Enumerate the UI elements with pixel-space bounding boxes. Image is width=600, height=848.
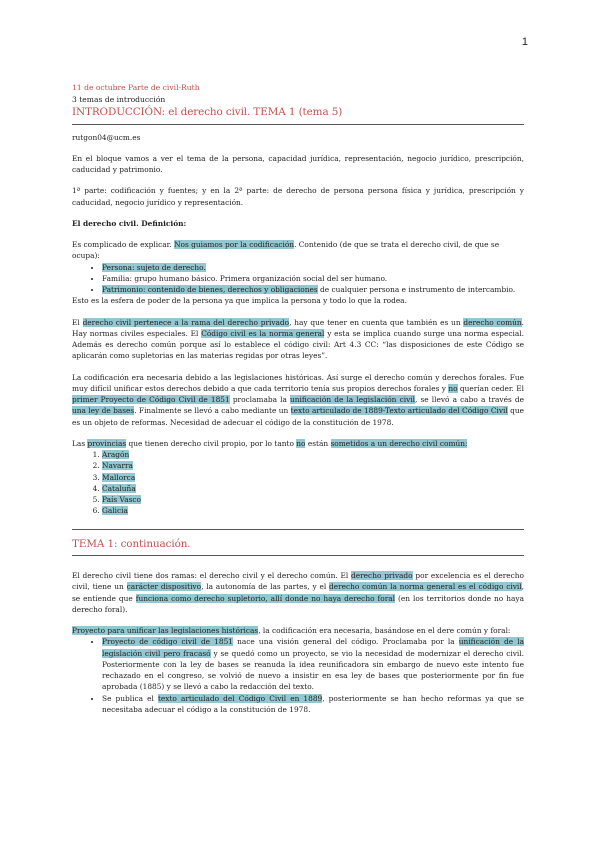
definition-paragraph: Es complicado de explicar. Nos guiamos por la codificación. Contenido (de que se trata el derecho civil, de que se ocupa): xyxy=(72,240,500,261)
note-subtitle: 3 temas de introducción xyxy=(72,94,166,104)
note-date-line: 11 de octubre Parte de civil-Ruth xyxy=(72,83,200,92)
paragraph-provincias: Las provincias que tienen derecho civil propio, por lo tanto no están sometidos a un derecho civil común: xyxy=(72,438,468,448)
document-body xyxy=(72,82,524,725)
list-item: 4. Cataluña xyxy=(102,483,524,494)
highlight: Nos guiamos por la codificación xyxy=(174,240,295,250)
main-title: INTRODUCCIÓN: el derecho civil. TEMA 1 (tema 5) xyxy=(72,106,343,119)
section-heading-definicion: El derecho civil. Definición: xyxy=(72,218,187,228)
proyecto-bullet-list xyxy=(72,636,524,715)
section-divider-top xyxy=(72,529,524,530)
paragraph-derecho-privado: El derecho civil pertenece a la rama del derecho privado, hay que tener en cuenta que también es un derecho común. Hay normas civiles especiales. El Código civil es la norma general y esta se implica cuando surge una norma especial. Además es derecho común porque así lo establece el código civil: Art 4.3 CC: “las disposiciones de este Código se aplicarán como supletorias en las materias regidas por otras leyes”. xyxy=(72,317,525,361)
paragraph-proyecto: Proyecto para unificar las legislaciones históricas, la codificación era necesaria, basándose en el dere común y foral: xyxy=(72,626,511,636)
list-item: • Proyecto de código civil de 1851 nace una visión general del código. Proclamaba por la unificación de la legislación civil pero fracasó y se quedó como un proyecto, se vio la necesidad de modernizar el derecho civil. Posteriormente con la ley de bases se reanuda la idea reunificadora sin embargo de nuevo este intento fue rechazado en el congreso, se volvió de nuevo a insistir en esa ley de bases que posteriormente por fin fue aprobada (1885) y se llevó a cabo la redacción del texto. xyxy=(102,636,524,692)
list-item: • Se publica el texto articulado del Código Civil en 1889, posteriormente se han hecho reformas ya que se necesitaba adecuar el código a la constitución de 1978. xyxy=(102,693,524,716)
page-number: 1 xyxy=(521,36,528,48)
list-item: 6. Galicia xyxy=(102,505,524,516)
list-item: 3. Mallorca xyxy=(102,472,524,483)
list-item: 2. Navarra xyxy=(102,460,524,471)
content-bullet-list xyxy=(72,262,524,296)
list-item: • Persona: sujeto de derecho. xyxy=(102,262,524,273)
list-item: 5. País Vasco xyxy=(102,494,524,505)
provinces-list xyxy=(72,449,524,517)
paragraph-codificacion: La codificación era necesaria debido a las legislaciones históricas. Así surge el derecho común y derechos forales. Fue muy difícil unificar estos derechos debido a que cada territorio tenía sus propios derechos forales y no querían ceder. El primer Proyecto de Código Civil de 1851 proclamaba la unificación de la legislación civil, se llevó a cabo a través de una ley de bases. Finalmente se llevó a cabo mediante un texto articulado de 1889-Texto articulado del Código Civil que es un objeto de reformas. Necesidad de adecuar el código de la constitución de 1978. xyxy=(72,372,525,427)
section-title-tema1-continuacion: TEMA 1: continuación. xyxy=(72,537,191,550)
list-item: • Familia: grupo humano básico. Primera organización social del ser humano. xyxy=(102,273,524,284)
section-divider-bottom xyxy=(72,555,524,556)
list-item: 1. Aragón xyxy=(102,449,524,460)
paragraph-ramas: El derecho civil tiene dos ramas: el derecho civil y el derecho común. El derecho privado por excelencia es el derecho civil, tiene un carácter dispositivo, la autonomía de las partes, y el derecho común la norma general es el código civil, se entiende que funciona como derecho supletorio, allí donde no haya derecho foral (en los territorios donde no haya derecho foral). xyxy=(72,571,524,614)
list-item: • Patrimonio: contenido de bienes, derechos y obligaciones de cualquier persona e instrumento de intercambio. xyxy=(102,284,524,295)
definition-after: Esto es la esfera de poder de la persona ya que implica la persona y todo lo que la rodea. xyxy=(72,296,407,306)
intro-paragraph-1: En el bloque vamos a ver el tema de la persona, capacidad jurídica, representación, negocio jurídico, prescripción, caducidad y patrimonio. xyxy=(72,153,524,175)
author-email: rutgon04@ucm.es xyxy=(72,132,141,142)
intro-paragraph-2: 1ª parte: codificación y fuentes; y en la 2ª parte: de derecho de persona persona física y jurídica, prescripción y caducidad, negocio jurídico y representación. xyxy=(72,186,524,207)
title-divider xyxy=(72,124,524,125)
